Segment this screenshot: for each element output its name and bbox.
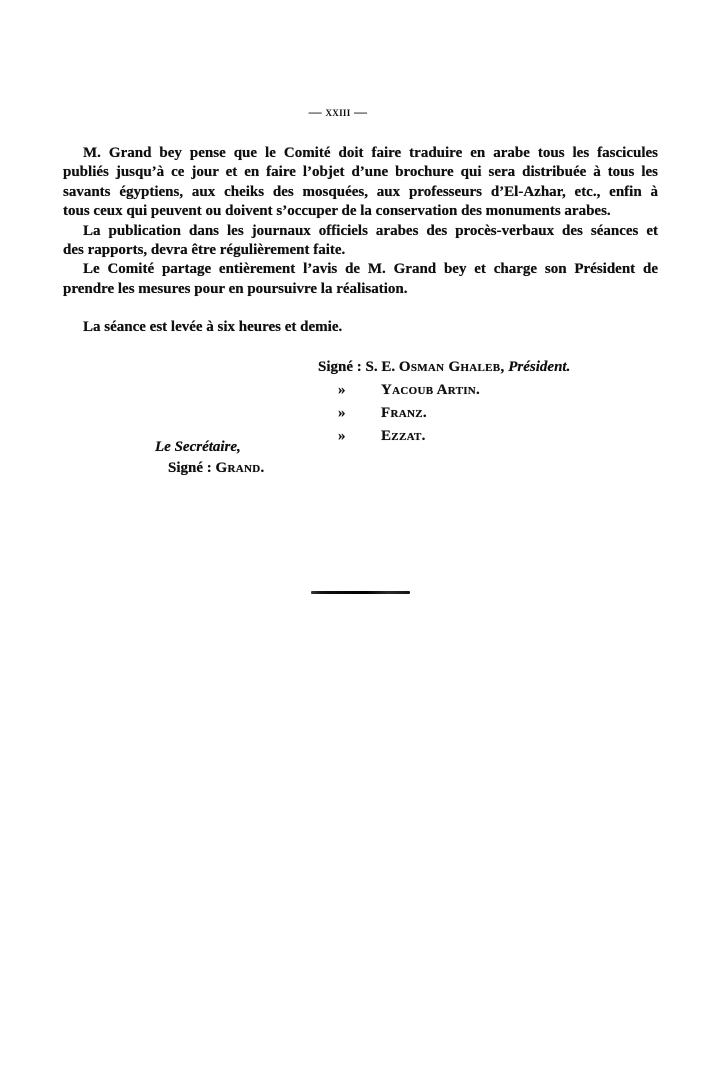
secretary-role-label: Le Secrétaire, bbox=[155, 439, 241, 455]
ditto-mark: » bbox=[338, 428, 346, 444]
signature-block bbox=[318, 356, 570, 448]
ditto-mark: » bbox=[338, 405, 346, 421]
signature-member-name: Yacoub Artin. bbox=[381, 382, 481, 398]
signature-president-title: Président. bbox=[508, 359, 571, 375]
signature-prefix: Signé : S. E. bbox=[318, 359, 396, 375]
body-text-line: publiés jusqu’à ce jour et en faire l’objet d’une brochure qui sera distribuée à tous les bbox=[63, 164, 658, 181]
secretary-signed-line bbox=[168, 458, 265, 479]
document-body bbox=[63, 144, 658, 338]
body-text-line: M. Grand bey pense que le Comité doit faire traduire en arabe tous les fascicules bbox=[83, 145, 658, 161]
body-text-line: savants égyptiens, aux cheiks des mosquées, aux professeurs d’El-Azhar, etc., enfin à bbox=[63, 183, 658, 200]
ditto-mark: » bbox=[338, 382, 346, 398]
body-text-line: des rapports, devra être régulièrement faite. bbox=[63, 242, 346, 259]
signature-line-member bbox=[318, 379, 570, 402]
section-divider-rule bbox=[311, 591, 410, 594]
body-text-line: Le Comité partage entièrement l’avis de M. Grand bey et charge son Président de bbox=[83, 261, 658, 278]
page-number: — xxiii — bbox=[308, 104, 368, 119]
signature-line-member bbox=[318, 402, 570, 425]
signature-member-name: Franz. bbox=[381, 405, 427, 421]
body-text-line: tous ceux qui peuvent ou doivent s’occuper de la conservation des monuments arabes. bbox=[63, 203, 611, 220]
body-text-line: La séance est levée à six heures et demie. bbox=[83, 319, 343, 336]
body-text-line: La publication dans les journaux officiels arabes des procès-verbaux des séances et bbox=[83, 222, 658, 239]
signature-president-name: Osman Ghaleb, bbox=[398, 359, 505, 375]
signature-line-president bbox=[318, 356, 570, 379]
secretary-signature-block bbox=[155, 437, 265, 479]
secretary-signed-prefix: Signé : bbox=[168, 460, 212, 476]
body-text-line: prendre les mesures pour en poursuivre la réalisation. bbox=[63, 280, 408, 297]
secretary-name: Grand. bbox=[215, 460, 265, 476]
signature-line-member bbox=[318, 425, 570, 448]
signature-member-name: Ezzat. bbox=[381, 428, 426, 444]
